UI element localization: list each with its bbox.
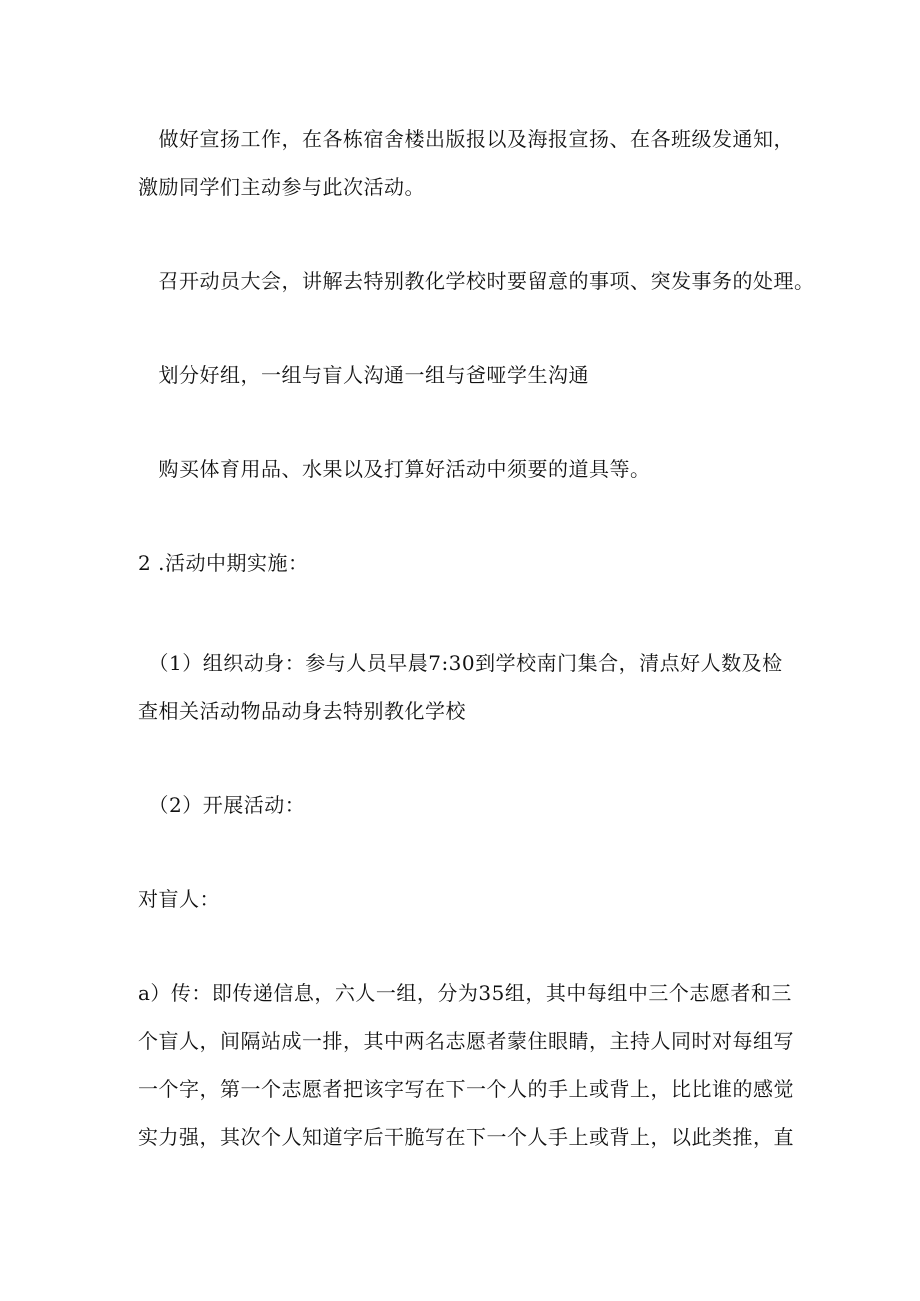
- paragraph-purchasing: 购买体育用品、水果以及打算好活动中须要的道具等。: [138, 457, 651, 481]
- paragraph-activities-heading: （2）开展活动：: [138, 793, 306, 817]
- paragraph-departure-line-2: 查相关活动物品动身去特别教化学校: [138, 699, 466, 723]
- paragraph-publicity-line-1: 做好宣扬工作，在各栋宿舍楼出版报以及海报宣扬、在各班级发通知，: [138, 127, 794, 151]
- paragraph-pass-message-line-3: 一个字，第一个志愿者把该字写在下一个人的手上或背上，比比谁的感觉: [138, 1077, 794, 1101]
- section-heading-mid-term: 2 .活动中期实施：: [138, 551, 309, 575]
- paragraph-pass-message-line-1: a）传：即传递信息，六人一组，分为35组，其中每组中三个志愿者和三: [138, 981, 792, 1005]
- paragraph-mobilization-meeting: 召开动员大会，讲解去特别教化学校时要留意的事项、突发事务的处理。: [138, 269, 815, 293]
- paragraph-pass-message-line-4: 实力强，其次个人知道字后干脆写在下一个人手上或背上，以此类推，直: [138, 1125, 794, 1149]
- subheading-for-blind: 对盲人：: [138, 887, 220, 911]
- paragraph-pass-message-line-2: 个盲人，间隔站成一排，其中两名志愿者蒙住眼睛，主持人同时对每组写: [138, 1029, 794, 1053]
- paragraph-grouping: 划分好组，一组与盲人沟通一组与爸哑学生沟通: [138, 363, 589, 387]
- paragraph-publicity-line-2: 激励同学们主动参与此次活动。: [138, 175, 425, 199]
- paragraph-departure-line-1: （1）组织动身：参与人员早晨7:30到学校南门集合，清点好人数及检: [138, 651, 783, 675]
